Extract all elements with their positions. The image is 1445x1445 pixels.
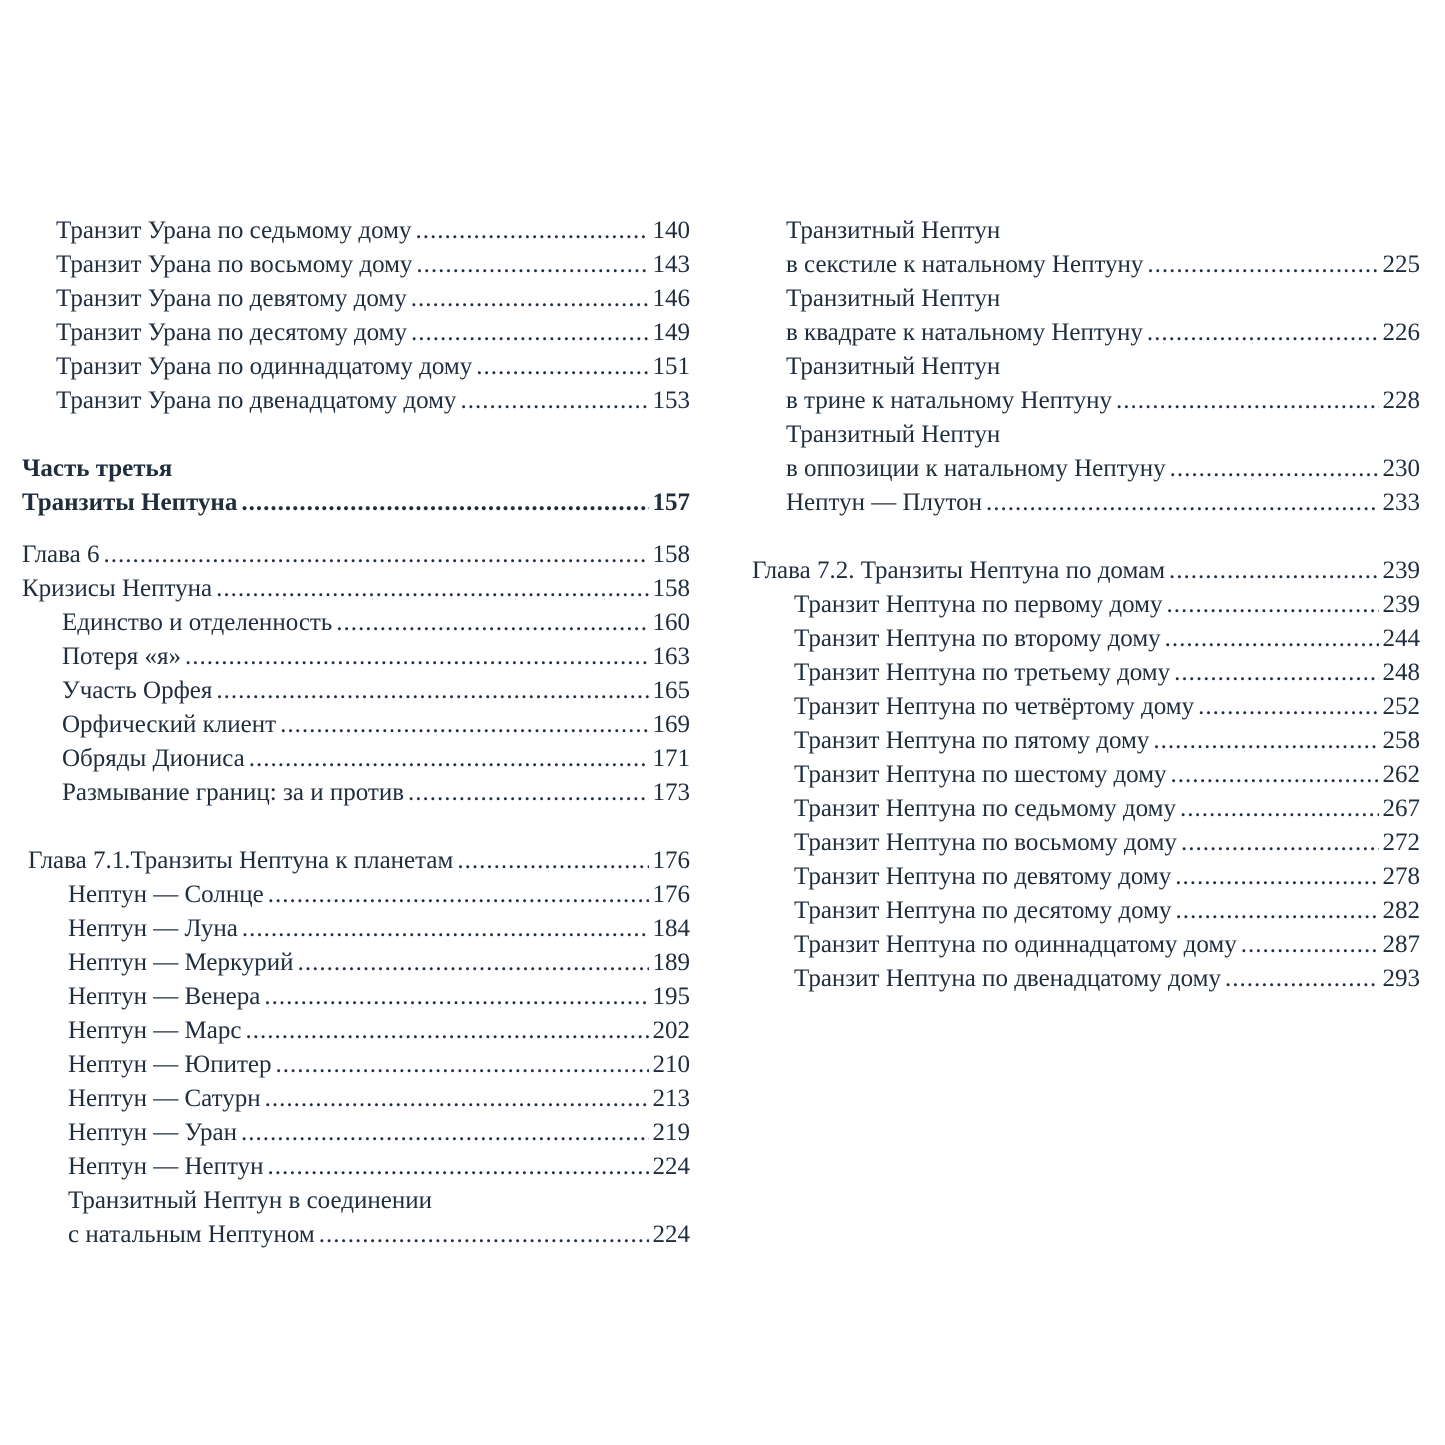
toc-leader-dots <box>1181 826 1379 860</box>
toc-entry <box>22 912 690 946</box>
toc-entry-title: Глава 7.1.Транзиты Нептуна к планетам <box>28 847 454 874</box>
toc-entry-page: 282 <box>1382 897 1420 924</box>
section-entry <box>22 572 690 606</box>
toc-leader-dots <box>241 1116 649 1150</box>
toc-entry <box>22 1048 690 1082</box>
toc-entry <box>22 742 690 776</box>
toc-entry-page: 195 <box>652 983 690 1010</box>
toc-leader-dots <box>1175 860 1378 894</box>
toc-leader-dots <box>457 844 648 878</box>
toc-entry-page: 163 <box>652 643 690 670</box>
toc-entry <box>752 588 1420 622</box>
toc-entry-page: 153 <box>652 387 690 414</box>
toc-entry-page: 184 <box>652 915 690 942</box>
toc-entry <box>22 708 690 742</box>
toc-leader-dots <box>275 1048 648 1082</box>
toc-entry-title: Транзит Нептуна по десятому дому <box>794 897 1172 924</box>
toc-leader-dots <box>216 674 648 708</box>
toc-entry-page: 239 <box>1382 557 1420 584</box>
toc-entry-page: 210 <box>652 1051 690 1078</box>
toc-leader-dots <box>1147 248 1378 282</box>
toc-entry <box>752 928 1420 962</box>
toc-entry-title: Транзит Нептуна по шестому дому <box>794 761 1167 788</box>
toc-entry-page: 165 <box>652 677 690 704</box>
toc-entry <box>22 282 690 316</box>
toc-entry <box>22 248 690 282</box>
chapter-entry <box>752 554 1420 588</box>
toc-leader-dots <box>1171 758 1379 792</box>
toc-leader-dots <box>1147 316 1379 350</box>
toc-entry-page: 213 <box>652 1085 690 1112</box>
toc-entry-title-line1: Транзитный Нептун <box>786 421 1001 448</box>
toc-entry <box>22 214 690 248</box>
toc-leader-dots <box>319 1218 649 1252</box>
toc-leader-dots <box>1153 724 1378 758</box>
toc-leader-dots <box>1169 554 1378 588</box>
toc-leader-dots <box>1241 928 1379 962</box>
toc-entry-title: Транзит Нептуна по восьмому дому <box>794 829 1177 856</box>
toc-entry <box>752 894 1420 928</box>
toc-entry-title: Нептун — Марс <box>68 1017 242 1044</box>
toc-entry-page: 176 <box>652 881 690 908</box>
toc-entry <box>752 248 1420 282</box>
toc-entry-title: Транзит Урана по девятому дому <box>56 285 407 312</box>
toc-leader-dots <box>1165 622 1379 656</box>
toc-entry-title: Нептун — Уран <box>68 1119 237 1146</box>
toc-entry-page: 226 <box>1382 319 1420 346</box>
toc-entry-page: 267 <box>1382 795 1420 822</box>
chapter-entry <box>22 844 690 878</box>
toc-entry <box>22 606 690 640</box>
toc-leader-dots <box>1180 792 1379 826</box>
toc-leader-dots <box>1116 384 1378 418</box>
toc-entry <box>752 758 1420 792</box>
toc-entry <box>752 826 1420 860</box>
toc-leader-dots <box>265 1082 649 1116</box>
toc-entry-title: Нептун — Сатурн <box>68 1085 261 1112</box>
toc-entry-title: Нептун — Луна <box>68 915 238 942</box>
toc-leader-dots <box>336 606 648 640</box>
toc-leader-dots <box>249 742 649 776</box>
toc-entry <box>752 486 1420 520</box>
spacer <box>752 520 1420 554</box>
toc-entry-page: 157 <box>652 489 690 516</box>
spacer <box>22 810 690 844</box>
toc-entry-title: в трине к натальному Нептуну <box>786 387 1113 414</box>
toc-entry-page: 151 <box>652 353 690 380</box>
toc-leader-dots <box>1176 894 1379 928</box>
toc-entry-title: в оппозиции к натальному Нептуну <box>786 455 1166 482</box>
toc-entry-page: 228 <box>1382 387 1420 414</box>
toc-entry <box>752 690 1420 724</box>
toc-leader-dots <box>185 640 649 674</box>
toc-entry-title-line1: Транзитный Нептун в соединении <box>68 1187 432 1214</box>
toc-entry-title-line1: Транзитный Нептун <box>786 285 1001 312</box>
toc-entry-title: с натальным Нептуном <box>68 1221 315 1248</box>
toc-entry-title: Транзит Урана по десятому дому <box>56 319 407 346</box>
toc-leader-dots <box>476 350 648 384</box>
toc-entry <box>22 776 690 810</box>
toc-entry-page: 224 <box>652 1153 690 1180</box>
toc-entry-page: 158 <box>652 541 690 568</box>
toc-entry-page: 287 <box>1382 931 1420 958</box>
toc-entry-page: 143 <box>652 251 690 278</box>
toc-leader-dots <box>268 1150 649 1184</box>
toc-entry-page: 272 <box>1382 829 1420 856</box>
toc-entry-title: Потеря «я» <box>62 643 181 670</box>
toc-entry-page: 233 <box>1382 489 1420 516</box>
toc-entry-title: Нептун — Юпитер <box>68 1051 272 1078</box>
spacer <box>22 520 690 538</box>
toc-entry-title: Глава 7.2. Транзиты Нептуна по домам <box>752 557 1166 584</box>
toc-entry-page: 202 <box>652 1017 690 1044</box>
toc-entry-title: Транзит Нептуна по четвёртому дому <box>794 693 1195 720</box>
toc-entry-title: Транзит Нептуна по одиннадцатому дому <box>794 931 1237 958</box>
toc-leader-dots <box>415 214 648 248</box>
toc-leader-dots <box>216 572 648 606</box>
toc-entry-title: Нептун — Меркурий <box>68 949 294 976</box>
toc-entry-page: 278 <box>1382 863 1420 890</box>
toc-entry-page: 258 <box>1382 727 1420 754</box>
toc-entry <box>752 452 1420 486</box>
toc-entry-title: Транзит Нептуна по пятому дому <box>794 727 1150 754</box>
toc-entry <box>752 962 1420 996</box>
toc-entry-page: 293 <box>1382 965 1420 992</box>
toc-entry-page: 169 <box>652 711 690 738</box>
toc-entry <box>22 674 690 708</box>
toc-entry-page: 189 <box>652 949 690 976</box>
toc-entry-title-line1: Транзитный Нептун <box>786 217 1001 244</box>
toc-leader-dots <box>241 486 648 520</box>
toc-entry-title: Транзит Урана по двенадцатому дому <box>56 387 457 414</box>
toc-entry <box>22 1116 690 1150</box>
toc-entry-page: 224 <box>652 1221 690 1248</box>
toc-entry-page: 140 <box>652 217 690 244</box>
toc-left-column <box>22 214 690 1252</box>
toc-leader-dots <box>1198 690 1378 724</box>
toc-entry-page: 248 <box>1382 659 1420 686</box>
toc-entry-title: Орфический клиент <box>62 711 277 738</box>
part-label: Часть третья <box>22 455 173 482</box>
toc-entry-title: Нептун — Нептун <box>68 1153 264 1180</box>
toc-entry-title: Транзит Урана по седьмому дому <box>56 217 412 244</box>
toc-entry <box>22 878 690 912</box>
toc-leader-dots <box>268 878 649 912</box>
toc-entry-page: 173 <box>652 779 690 806</box>
toc-entry <box>22 1014 690 1048</box>
toc-entry-page: 146 <box>652 285 690 312</box>
toc-entry-title: Транзит Нептуна по девятому дому <box>794 863 1172 890</box>
toc-entry-title: Кризисы Нептуна <box>22 575 213 602</box>
toc-entry-page: 225 <box>1382 251 1420 278</box>
toc-leader-dots <box>1174 656 1378 690</box>
toc-entry-title: Транзит Нептуна по третьему дому <box>794 659 1171 686</box>
toc-entry-title: Нептун — Солнце <box>68 881 264 908</box>
toc-entry-title: Нептун — Плутон <box>786 489 983 516</box>
toc-entry-title: Транзиты Нептуна <box>22 489 238 516</box>
toc-entry-page: 171 <box>652 745 690 772</box>
toc-right-column <box>752 214 1420 996</box>
toc-leader-dots <box>460 384 648 418</box>
toc-leader-dots <box>245 1014 648 1048</box>
toc-entry-title: Участь Орфея <box>62 677 213 704</box>
toc-entry-title: Транзит Нептуна по второму дому <box>794 625 1161 652</box>
toc-entry-page: 262 <box>1382 761 1420 788</box>
toc-entry-title: в квадрате к натальному Нептуну <box>786 319 1143 346</box>
toc-leader-dots <box>103 538 648 572</box>
toc-entry <box>752 656 1420 690</box>
toc-leader-dots <box>264 980 648 1014</box>
toc-leader-dots <box>298 946 649 980</box>
toc-entry-title: Транзит Нептуна по двенадцатому дому <box>794 965 1221 992</box>
toc-entry <box>752 724 1420 758</box>
toc-entry <box>752 316 1420 350</box>
toc-entry-page: 160 <box>652 609 690 636</box>
toc-entry <box>752 622 1420 656</box>
toc-entry-page: 230 <box>1382 455 1420 482</box>
toc-entry <box>22 350 690 384</box>
toc-leader-dots <box>280 708 648 742</box>
toc-entry-title: Нептун — Венера <box>68 983 261 1010</box>
toc-entry <box>22 640 690 674</box>
toc-entry <box>752 860 1420 894</box>
toc-entry-title: в секстиле к натальному Нептуну <box>786 251 1144 278</box>
toc-leader-dots <box>416 248 648 282</box>
toc-entry <box>22 946 690 980</box>
toc-entry-title: Транзит Урана по восьмому дому <box>56 251 413 278</box>
toc-leader-dots <box>1225 962 1379 996</box>
part-title-entry <box>22 486 690 520</box>
toc-entry-title: Глава 6 <box>22 541 100 568</box>
toc-entry-page: 244 <box>1382 625 1420 652</box>
toc-leader-dots <box>242 912 649 946</box>
toc-entry <box>752 792 1420 826</box>
toc-entry-page: 158 <box>652 575 690 602</box>
toc-entry-page: 252 <box>1382 693 1420 720</box>
toc-entry-page: 239 <box>1382 591 1420 618</box>
toc-entry-title: Транзит Нептуна по первому дому <box>794 591 1163 618</box>
toc-entry-title: Транзит Нептуна по седьмому дому <box>794 795 1176 822</box>
toc-entry-title-line1: Транзитный Нептун <box>786 353 1001 380</box>
toc-leader-dots <box>411 316 649 350</box>
toc-entry-title: Размывание границ: за и против <box>62 779 405 806</box>
toc-entry <box>22 384 690 418</box>
toc-leader-dots <box>1170 452 1379 486</box>
toc-entry-page: 149 <box>652 319 690 346</box>
toc-entry-title: Единство и отделенность <box>62 609 333 636</box>
toc-leader-dots <box>408 776 648 810</box>
toc-leader-dots <box>411 282 649 316</box>
toc-leader-dots <box>986 486 1378 520</box>
toc-entry-title: Обряды Диониса <box>62 745 245 772</box>
spacer <box>22 418 690 452</box>
toc-entry <box>22 1082 690 1116</box>
toc-entry <box>22 1150 690 1184</box>
toc-leader-dots <box>1166 588 1378 622</box>
toc-entry-page: 219 <box>652 1119 690 1146</box>
toc-entry <box>22 316 690 350</box>
toc-entry-page: 176 <box>652 847 690 874</box>
toc-entry <box>22 1218 690 1252</box>
toc-entry <box>752 384 1420 418</box>
toc-entry-title: Транзит Урана по одиннадцатому дому <box>56 353 473 380</box>
chapter-entry <box>22 538 690 572</box>
toc-entry <box>22 980 690 1014</box>
